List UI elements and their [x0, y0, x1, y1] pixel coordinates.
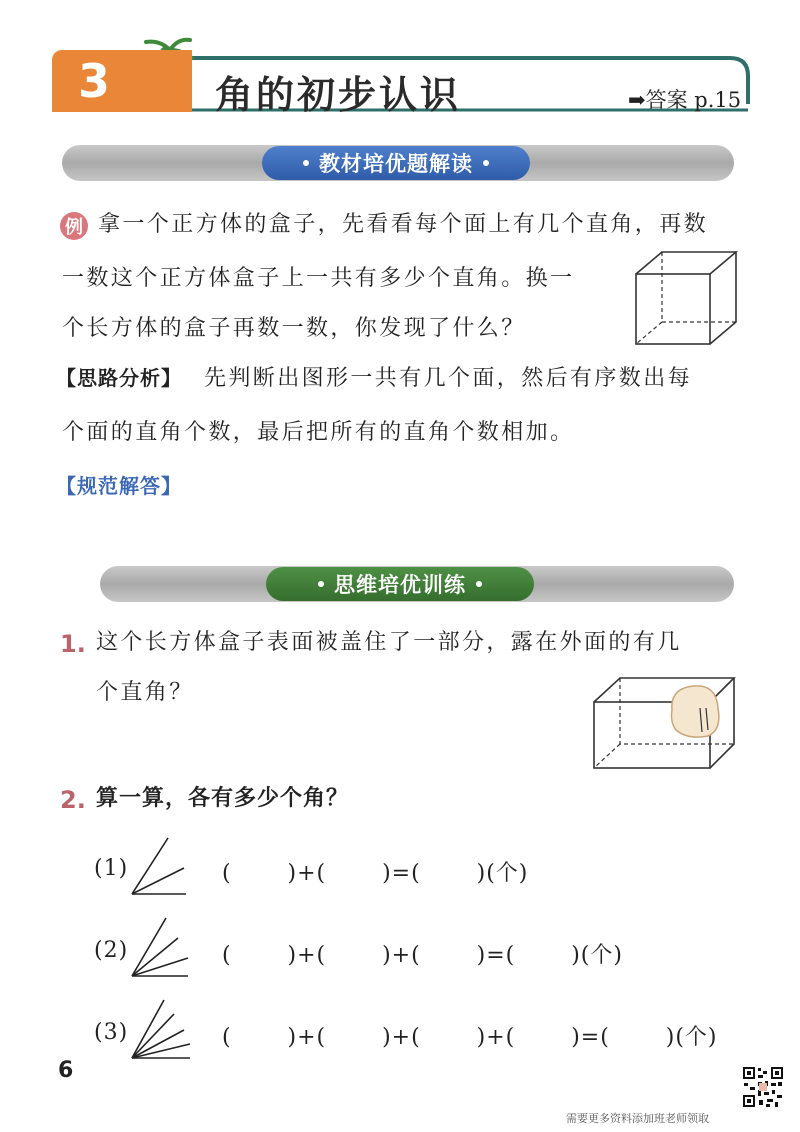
angle-figure-three-rays — [130, 914, 194, 984]
row-label: (2) — [94, 938, 129, 963]
equation-blanks: ( )+( )=( )(个) — [222, 861, 529, 886]
section-banner-label: 思维培优训练 — [334, 573, 466, 597]
answer-reference: ➡答案 p.15 — [628, 88, 742, 112]
example-badge: 例 — [60, 212, 88, 240]
row-label: (3) — [94, 1020, 129, 1045]
problem-line: 个长方体的盒子再数一数，你发现了什么？ — [62, 316, 526, 341]
covered-box-figure — [590, 674, 740, 774]
analysis-line: 个面的直角个数，最后把所有的直角个数相加。 — [62, 420, 575, 445]
equation-blanks: ( )+( )+( )=( )(个) — [222, 943, 623, 968]
hand-cover — [672, 686, 719, 737]
problem-line: 拿一个正方体的盒子，先看看每个面上有几个直角，再数 — [98, 212, 709, 237]
page-title: 角的初步认识 — [215, 73, 462, 117]
dot-icon — [303, 160, 309, 166]
section-banner-training — [266, 567, 534, 601]
question-number: 1. — [60, 630, 86, 658]
problem-line: 一数这个正方体盒子上一共有多少个直角。换一 — [62, 266, 575, 291]
chapter-badge — [52, 50, 192, 112]
dot-icon — [476, 581, 482, 587]
analysis-label: 【思路分析】 — [56, 366, 182, 390]
answer-label: 【规范解答】 — [56, 474, 182, 498]
equation-blanks: ( )+( )+( )+( )=( )(个) — [222, 1025, 718, 1050]
dot-icon — [318, 581, 324, 587]
dot-icon — [483, 160, 489, 166]
row-label: (1) — [94, 856, 129, 881]
section-banner-label: 教材培优题解读 — [319, 152, 473, 176]
qr-code-icon — [742, 1066, 784, 1108]
chapter-number: 3 — [78, 54, 111, 108]
angle-figure-four-rays — [130, 996, 194, 1066]
analysis-line: 先判断出图形一共有几个面，然后有序数出每 — [204, 366, 693, 391]
cube-figure — [632, 248, 742, 348]
section-banner-textbook — [262, 146, 530, 180]
angle-figure-two-rays — [130, 832, 190, 902]
question-line: 个直角？ — [96, 680, 194, 705]
question-line: 这个长方体盒子表面被盖住了一部分，露在外面的有几 — [96, 630, 682, 655]
page-number: 6 — [58, 1058, 74, 1083]
question-line: 算一算，各有多少个角？ — [96, 786, 350, 811]
footer-note: 需要更多资料添加班老师领取 — [566, 1112, 709, 1125]
question-number: 2. — [60, 786, 86, 814]
